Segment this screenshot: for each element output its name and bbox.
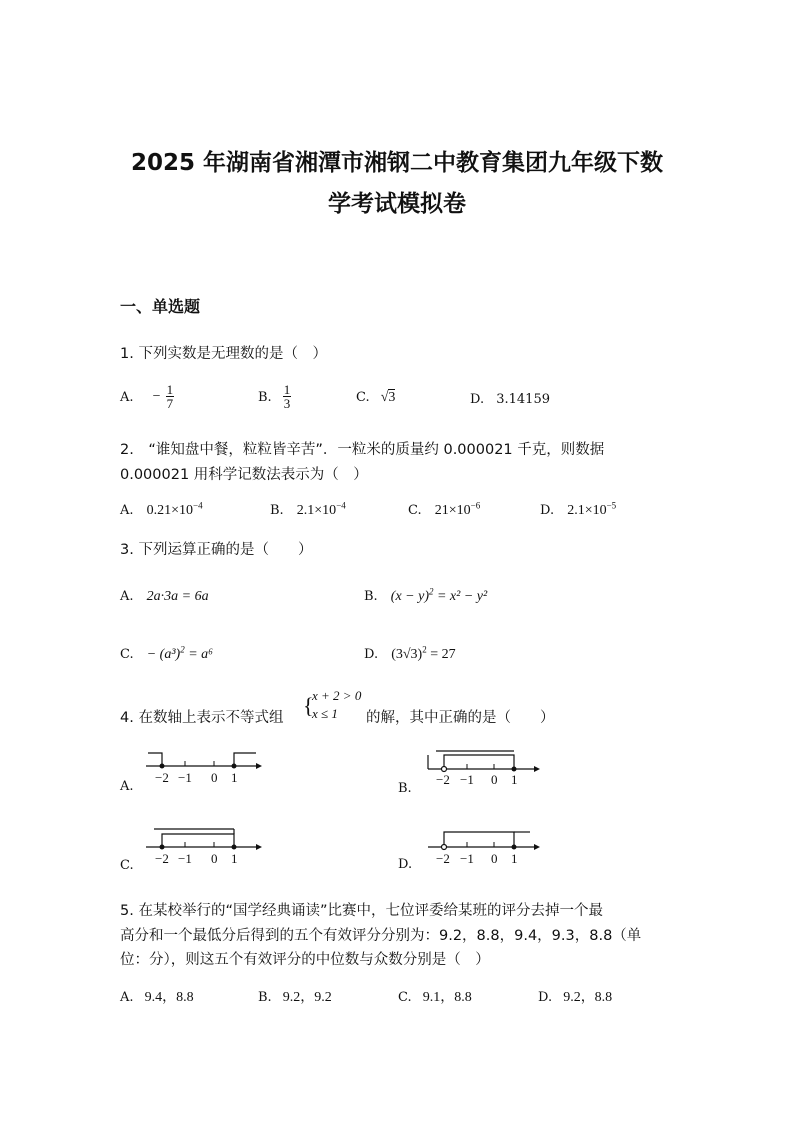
option-label: C.	[398, 990, 412, 1005]
option-label: B.	[258, 990, 272, 1005]
solution-ray-right	[234, 753, 256, 766]
q1-option-d[interactable]	[470, 392, 550, 407]
option-label: D.	[538, 990, 553, 1005]
option-value: 3.14159	[496, 392, 550, 407]
q3-option-b[interactable]	[364, 585, 487, 605]
tick-label: 0	[491, 851, 498, 866]
exam-title-line2: 学考试模拟卷	[328, 191, 466, 217]
q2-option-d[interactable]	[540, 499, 616, 519]
endpoint-dot	[512, 767, 517, 772]
sci-notation: $2.1\times 10^{-4}$	[296, 500, 346, 518]
question-4-stem-prefix: 4. 在数轴上表示不等式组	[120, 710, 284, 726]
endpoint-dot	[232, 845, 237, 850]
option-label: B.	[258, 390, 272, 405]
option-label: A.	[120, 390, 134, 405]
q4-option-b-label[interactable]: B.	[398, 781, 412, 796]
exam-title-line1: 2025 年湖南省湘潭市湘钢二中教育集团九年级下数	[130, 150, 664, 176]
tick-label: 0	[211, 851, 218, 866]
question-5-stem-line1: 5. 在某校举行的“国学经典诵读”比赛中，七位评委给某班的评分去掉一个最	[120, 903, 603, 919]
expression: 2a·3a = 6a	[146, 589, 209, 604]
question-5-stem-line2: 高分和一个最低分后得到的五个有效评分分别为：9.2，8.8，9.4，9.3，8.8（单	[120, 928, 642, 944]
q4-option-c-label[interactable]: C.	[120, 858, 134, 873]
tick-label: 1	[231, 851, 238, 866]
tick-label: −1	[460, 772, 474, 787]
axis-arrow	[534, 844, 540, 850]
sci-notation: $0.21\times 10^{-4}$	[146, 500, 203, 518]
option-value: 9.1，8.8	[422, 990, 472, 1005]
tick-label: 0	[211, 770, 218, 785]
option-label: C.	[356, 390, 370, 405]
expression: $(x - y)^2 = x^2 - y^2$	[390, 586, 488, 604]
question-2-stem-line2: 0.000021 用科学记数法表示为（ ）	[120, 467, 368, 483]
system-brace: {	[303, 693, 314, 718]
minus-sign: −	[152, 388, 161, 404]
option-label: C.	[408, 503, 422, 518]
q2-option-b[interactable]	[270, 499, 346, 519]
q3-option-d[interactable]	[364, 643, 456, 663]
q1-option-a[interactable]	[120, 383, 174, 410]
option-label: D.	[540, 503, 555, 518]
expression: $(3√3)^2 = 27$	[391, 644, 456, 662]
q4-option-a-label[interactable]: A.	[120, 779, 134, 794]
endpoint-dot	[232, 764, 237, 769]
tick-label: 1	[511, 772, 518, 787]
q2-option-c[interactable]	[408, 499, 480, 519]
q4-number-line-c[interactable]	[140, 824, 270, 866]
option-label: A.	[120, 503, 134, 518]
question-1-stem: 1. 下列实数是无理数的是（ ）	[120, 346, 327, 362]
expression: − $(a^3)^2 = a^6$	[146, 644, 214, 662]
option-label: D.	[364, 647, 379, 662]
option-label: A.	[120, 589, 134, 604]
fraction: $\frac{1}{3}$	[283, 382, 291, 411]
question-2-stem-line1: 2. “谁知盘中餐，粒粒皆辛苦”．一粒米的质量约 0.000021 千克，则数据	[120, 442, 605, 458]
q4-number-line-b[interactable]	[420, 745, 550, 787]
tick-label: −1	[178, 770, 192, 785]
tick-label: −2	[155, 770, 169, 785]
inequality-1: x + 2 > 0	[312, 688, 362, 703]
axis-arrow	[534, 766, 540, 772]
q4-option-d-label[interactable]: D.	[398, 857, 413, 872]
question-3-stem: 3. 下列运算正确的是（ ）	[120, 542, 313, 558]
option-value: 9.2，8.8	[563, 990, 613, 1005]
sci-notation: $21\times 10^{-6}$	[434, 500, 481, 518]
option-label: B.	[270, 503, 284, 518]
solution-segment	[444, 755, 514, 769]
option-label: C.	[120, 647, 134, 662]
tick-label: 1	[231, 770, 238, 785]
endpoint-dot	[512, 845, 517, 850]
axis-arrow	[256, 763, 262, 769]
tick-label: −1	[460, 851, 474, 866]
endpoint-dot	[160, 845, 165, 850]
solution-ray-left	[148, 753, 162, 766]
option-label: A.	[120, 990, 134, 1005]
tick-label: −2	[436, 772, 450, 787]
fraction: $\frac{1}{7}$	[166, 382, 174, 411]
q3-option-c[interactable]	[120, 643, 213, 663]
endpoint-dot	[160, 764, 165, 769]
endpoint-open	[442, 845, 447, 850]
q5-option-d[interactable]	[538, 986, 612, 1006]
option-label: B.	[364, 589, 378, 604]
q1-option-c[interactable]	[356, 387, 395, 406]
sqrt-expression: √3	[380, 389, 396, 405]
q1-option-b[interactable]	[258, 383, 291, 410]
q4-number-line-d[interactable]	[420, 824, 550, 866]
option-value: 9.4，8.8	[144, 990, 194, 1005]
solution-segment	[444, 832, 514, 847]
endpoint-open	[442, 767, 447, 772]
tick-label: −2	[436, 851, 450, 866]
tick-label: 0	[491, 772, 498, 787]
q3-option-a[interactable]	[120, 585, 209, 605]
question-5-stem-line3: 位：分），则这五个有效评分的中位数与众数分别是（ ）	[120, 952, 490, 968]
q4-number-line-a[interactable]	[140, 745, 270, 787]
axis-arrow	[256, 844, 262, 850]
tick-label: 1	[511, 851, 518, 866]
sci-notation: $2.1\times 10^{-5}$	[567, 500, 617, 518]
q5-option-a[interactable]	[120, 986, 194, 1006]
section-heading: 一、单选题	[120, 297, 201, 316]
q5-option-c[interactable]	[398, 986, 472, 1006]
tick-label: −1	[178, 851, 192, 866]
q5-option-b[interactable]	[258, 986, 332, 1006]
inequality-2: x ≤ 1	[312, 706, 338, 721]
tick-label: −2	[155, 851, 169, 866]
q2-option-a[interactable]	[120, 499, 203, 519]
option-value: 9.2，9.2	[282, 990, 332, 1005]
question-4-stem-suffix: 的解，其中正确的是（ ）	[366, 710, 555, 726]
solution-segment	[162, 834, 234, 847]
option-label: D.	[470, 392, 485, 407]
